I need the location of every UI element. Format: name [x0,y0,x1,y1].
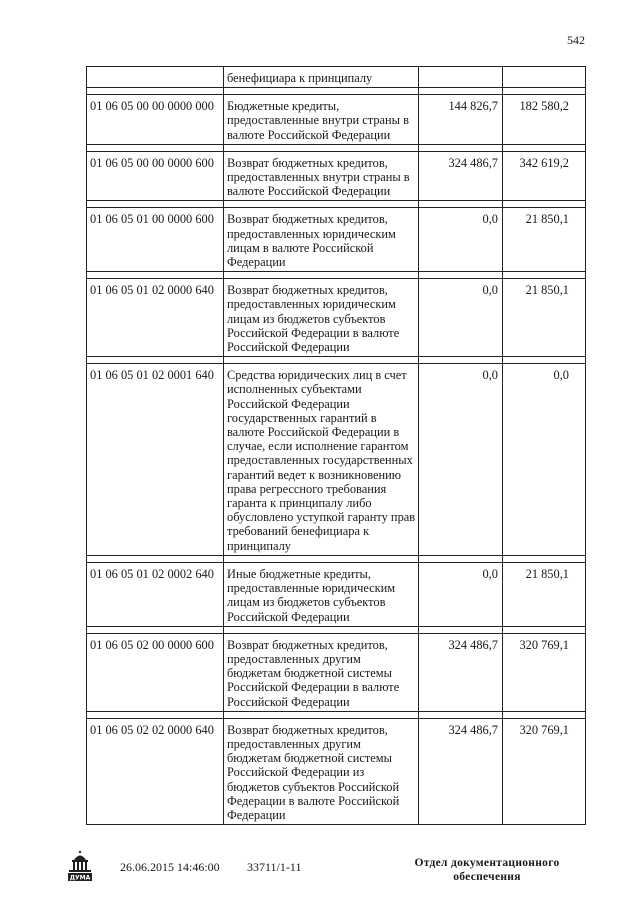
row-value-2: 182 580,2 [503,95,586,145]
page-footer [0,846,640,896]
row-name: Возврат бюджетных кредитов, предоставленных юридическим лицам в валюте Российской Федерации [224,208,419,272]
row-code: 01 06 05 01 02 0001 640 [87,364,224,556]
table-row [87,364,586,556]
footer-datetime: 26.06.2015 14:46:00 [120,860,220,874]
row-gap [87,88,586,95]
row-code: 01 06 05 01 02 0002 640 [87,562,224,626]
table-row [87,718,586,824]
row-value-1: 0,0 [419,364,503,556]
department-stamp [412,856,562,884]
logo-text: ДУМА [69,874,91,882]
table-row [87,633,586,711]
row-gap [87,555,586,562]
table-row [87,279,586,357]
row-value-1: 0,0 [419,208,503,272]
row-value-2: 320 769,1 [503,718,586,824]
row-value-2: 320 769,1 [503,633,586,711]
row-name: Возврат бюджетных кредитов, предоставленных другим бюджетам бюджетной системы Российской Федерации из бюджетов субъектов Российской Федерации в валюте Российской Федерации [224,718,419,824]
duma-logo-icon [66,848,94,882]
row-code: 01 06 05 00 00 0000 600 [87,151,224,201]
row-code: 01 06 05 01 02 0000 640 [87,279,224,357]
table-row [87,208,586,272]
row-name: Возврат бюджетных кредитов, предоставленных юридическим лицам из бюджетов субъектов Российской Федерации в валюте Российской Федерации [224,279,419,357]
row-value-2: 21 850,1 [503,279,586,357]
table-row [87,562,586,626]
row-value-1 [419,67,503,88]
row-value-2 [503,67,586,88]
row-gap [87,357,586,364]
row-code: 01 06 05 01 00 0000 600 [87,208,224,272]
row-value-1: 0,0 [419,279,503,357]
row-code: 01 06 05 02 00 0000 600 [87,633,224,711]
row-name: Возврат бюджетных кредитов, предоставленных внутри страны в валюте Российской Федерации [224,151,419,201]
table-row [87,151,586,201]
row-value-1: 324 486,7 [419,151,503,201]
row-name: Возврат бюджетных кредитов, предоставленных другим бюджетам бюджетной системы Российской Федерации в валюте Российской Федерации [224,633,419,711]
row-name: бенефициара к принципалу [224,67,419,88]
row-value-1: 144 826,7 [419,95,503,145]
row-code [87,67,224,88]
row-code: 01 06 05 00 00 0000 000 [87,95,224,145]
table-row [87,95,586,145]
row-value-2: 21 850,1 [503,208,586,272]
row-name: Бюджетные кредиты, предоставленные внутри страны в валюте Российской Федерации [224,95,419,145]
row-value-1: 324 486,7 [419,718,503,824]
budget-sources-table [86,66,586,825]
row-value-2: 0,0 [503,364,586,556]
row-gap [87,626,586,633]
table-row [87,67,586,88]
page-number: 542 [567,33,585,47]
row-gap [87,144,586,151]
row-gap [87,272,586,279]
row-value-2: 21 850,1 [503,562,586,626]
stamp-line-2: обеспечения [453,871,521,883]
row-name: Средства юридических лиц в счет исполненных субъектами Российской Федерации государственных гарантий в валюте Российской Федерации в случае, если исполнение гарантом предоставленных государственных гарантий ведет к возникновению права регрессного требования гаранта к принципалу либо обусловлено уступкой гаранту прав требований бенефициара к принципалу [224,364,419,556]
row-value-1: 0,0 [419,562,503,626]
row-value-2: 342 619,2 [503,151,586,201]
row-gap [87,201,586,208]
row-value-1: 324 486,7 [419,633,503,711]
stamp-line-1: Отдел документационного [414,857,560,869]
row-code: 01 06 05 02 02 0000 640 [87,718,224,824]
footer-doc-number: 33711/1-11 [247,860,302,874]
row-gap [87,711,586,718]
row-name: Иные бюджетные кредиты, предоставленные юридическим лицам из бюджетов субъектов Российской Федерации [224,562,419,626]
